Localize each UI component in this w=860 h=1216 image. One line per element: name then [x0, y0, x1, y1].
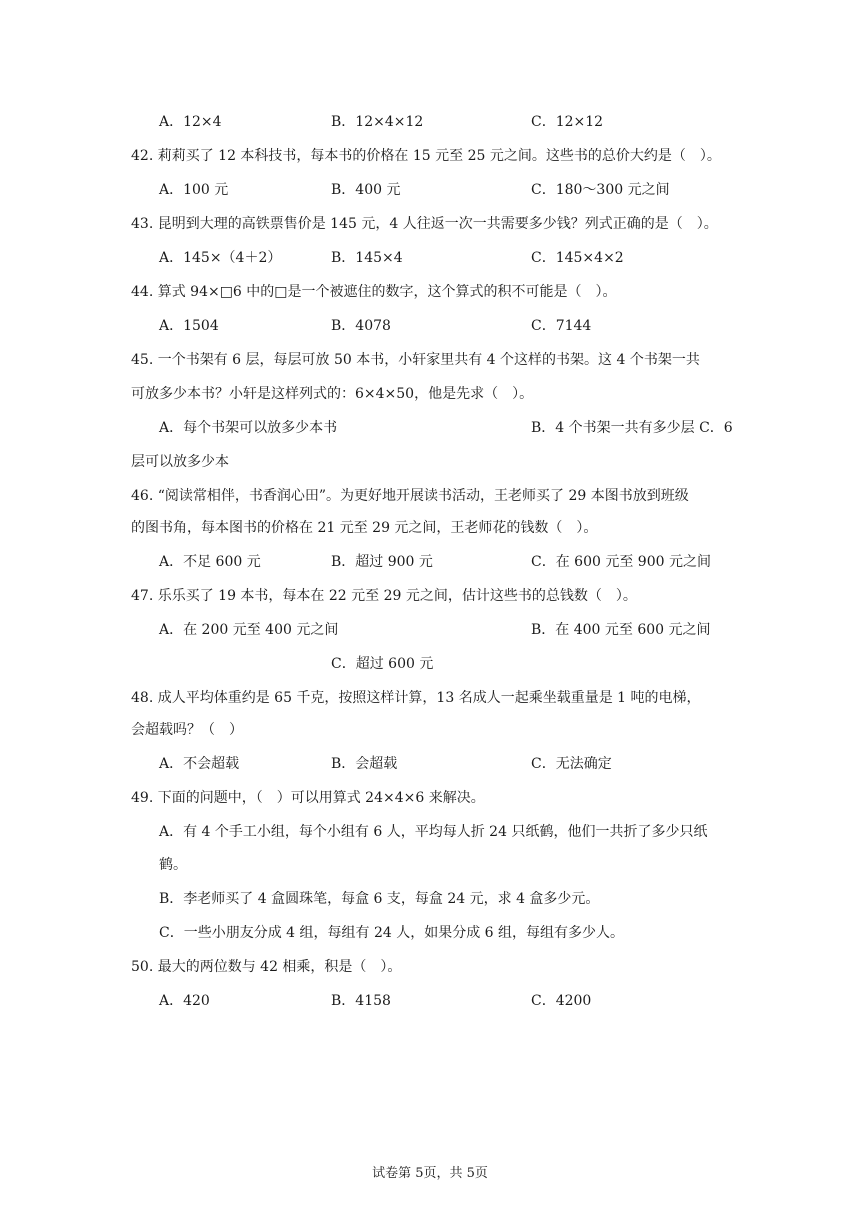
q46-option-b: B．超过 900 元 [331, 554, 433, 570]
page-footer: 试卷第 5页，共 5页 [372, 1166, 488, 1181]
q49-option-b: B．李老师买了 4 盒圆珠笔，每盒 6 支，每盒 24 元，求 4 盒多少元。 [159, 891, 600, 907]
q45-stem-line1: 45. 一个书架有 6 层，每层可放 50 本书，小轩家里共有 4 个这样的书架。这 4 个书架一共 [131, 352, 700, 368]
q48-option-c: C．无法确定 [531, 756, 612, 772]
q48-stem-line1: 48. 成人平均体重约是 65 千克，按照这样计算，13 名成人一起乘坐载重量是 1 吨的电梯， [131, 690, 701, 706]
q50-stem: 50. 最大的两位数与 42 相乘，积是（ ）。 [131, 959, 402, 975]
q42-stem: 42. 莉莉买了 12 本科技书，每本书的价格在 15 元至 25 元之间。这些书的总价大约是（ ）。 [131, 148, 721, 164]
q41-option-b: B．12×4×12 [331, 114, 424, 130]
q49-option-a-line2: 鹤。 [159, 857, 187, 873]
q41-option-a: A．12×4 [159, 114, 222, 130]
q43-stem: 43. 昆明到大理的高铁票售价是 145 元，4 人往返一次一共需要多少钱？列式正确的是（ ）。 [131, 216, 718, 232]
q47-option-a: A．在 200 元至 400 元之间 [159, 622, 339, 638]
q41-option-c: C．12×12 [531, 114, 604, 130]
q45-stem-line2: 可放多少本书？小轩是这样列式的：6×4×50，他是先求（ ）。 [131, 386, 534, 402]
q45-option-c-cont: 层可以放多少本 [131, 454, 229, 470]
q44-stem: 44. 算式 94×□6 中的□是一个被遮住的数字，这个算式的积不可能是（ ）。 [131, 284, 617, 300]
q50-option-c: C．4200 [531, 993, 592, 1009]
q46-stem-line2: 的图书角，每本图书的价格在 21 元至 29 元之间，王老师花的钱数（ ）。 [131, 520, 598, 536]
q42-option-c: C．180～300 元之间 [531, 182, 670, 198]
q49-option-a-line1: A．有 4 个手工小组，每个小组有 6 人，平均每人折 24 只纸鹤，他们一共折了多少只纸 [159, 824, 708, 840]
q50-option-b: B．4158 [331, 993, 391, 1009]
q44-option-a: A．1504 [159, 318, 219, 334]
q47-stem: 47. 乐乐买了 19 本书，每本在 22 元至 29 元之间，估计这些书的总钱数（ ）。 [131, 588, 637, 604]
q44-option-c: C．7144 [531, 318, 592, 334]
q42-option-b: B．400 元 [331, 182, 401, 198]
q44-option-b: B．4078 [331, 318, 391, 334]
q49-stem: 49. 下面的问题中，（ ）可以用算式 24×4×6 来解决。 [131, 790, 485, 806]
q47-option-c: C．超过 600 元 [331, 656, 434, 672]
q48-stem-line2: 会超载吗？（ ） [131, 722, 243, 738]
q42-option-a: A．100 元 [159, 182, 229, 198]
q47-option-b: B．在 400 元至 600 元之间 [531, 622, 711, 638]
q43-option-b: B．145×4 [331, 250, 403, 266]
q45-option-a: A．每个书架可以放多少本书 [159, 420, 338, 436]
q50-option-a: A．420 [159, 993, 210, 1009]
q45-option-bc: B．4 个书架一共有多少层 C．6 [531, 420, 733, 436]
q46-option-c: C．在 600 元至 900 元之间 [531, 554, 711, 570]
q48-option-a: A．不会超载 [159, 756, 240, 772]
q48-option-b: B．会超载 [331, 756, 398, 772]
q46-option-a: A．不足 600 元 [159, 554, 261, 570]
q49-option-c: C．一些小朋友分成 4 组，每组有 24 人，如果分成 6 组，每组有多少人。 [159, 925, 625, 941]
q43-option-a: A．145×（4＋2） [159, 250, 282, 266]
q43-option-c: C．145×4×2 [531, 250, 624, 266]
q46-stem-line1: 46. “阅读常相伴，书香润心田”。为更好地开展读书活动，王老师买了 29 本图书放到班级 [131, 488, 689, 504]
